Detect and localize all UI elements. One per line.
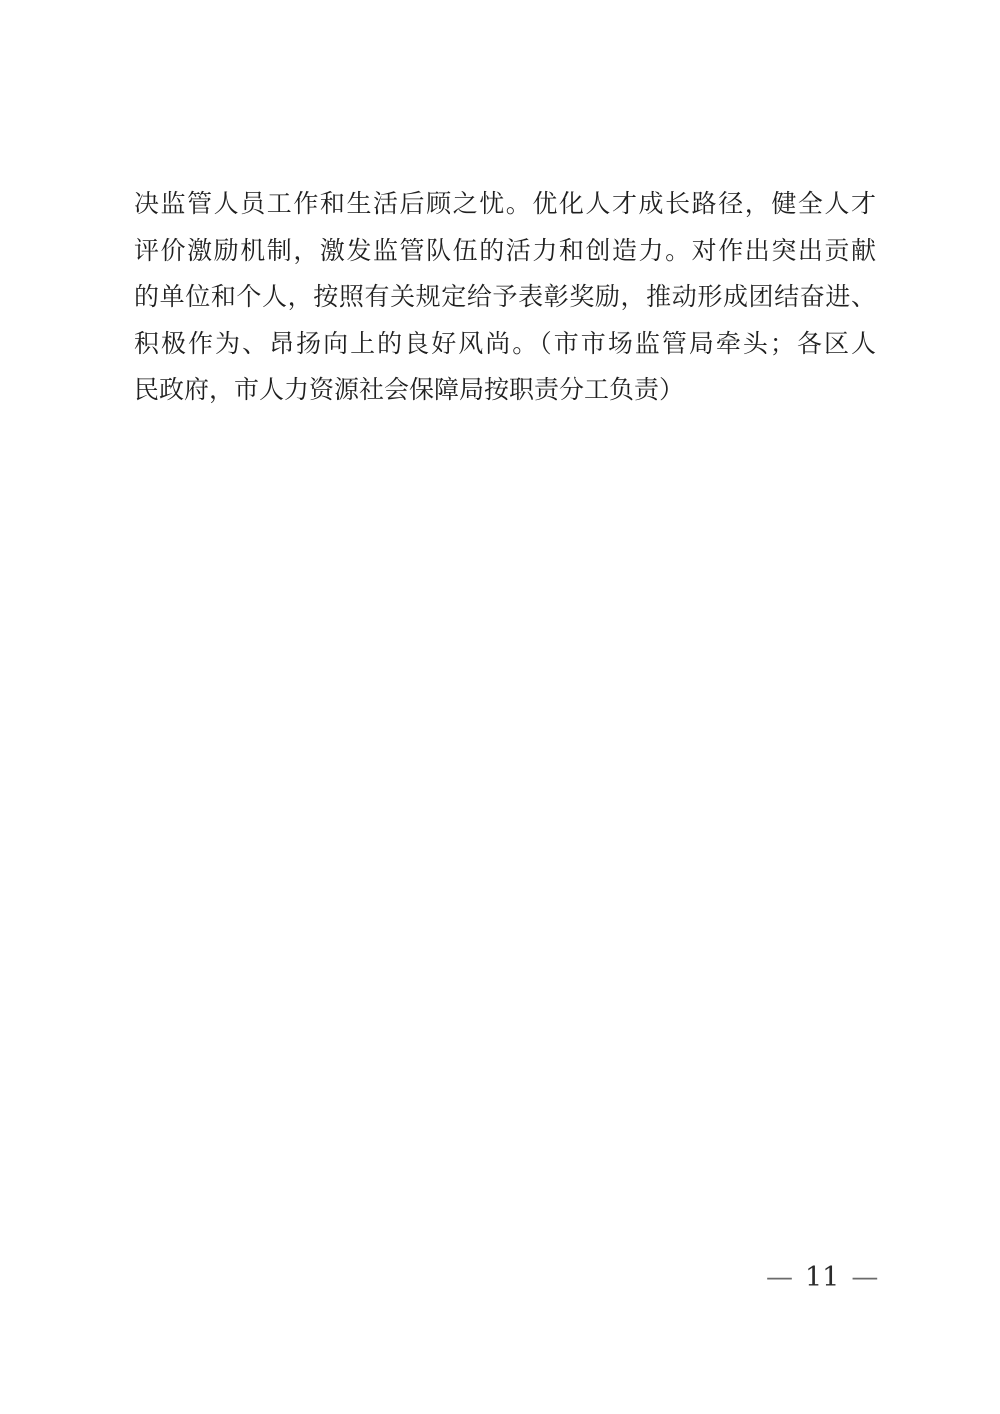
page-number-value: 11 [805, 1262, 840, 1293]
paragraph-line-4: 积极作为、昂扬向上的良好风尚。（市市场监管局牵头；各区人 [134, 328, 876, 358]
page-number [766, 1262, 878, 1294]
page-number-dash-left: — [766, 1262, 793, 1293]
paragraph-line-1: 决监管人员工作和生活后顾之忧。优化人才成长路径，健全人才 [134, 189, 876, 218]
paragraph-line-2: 评价激励机制，激发监管队伍的活力和创造力。对作出突出贡献 [134, 235, 876, 265]
paragraph-line-5: 民政府，市人力资源社会保障局按职责分工负责） [134, 375, 685, 404]
body-paragraph [134, 181, 876, 414]
page-number-dash-right: — [851, 1262, 879, 1293]
paragraph-line-3: 的单位和个人，按照有关规定给予表彰奖励，推动形成团结奋进、 [134, 282, 876, 311]
